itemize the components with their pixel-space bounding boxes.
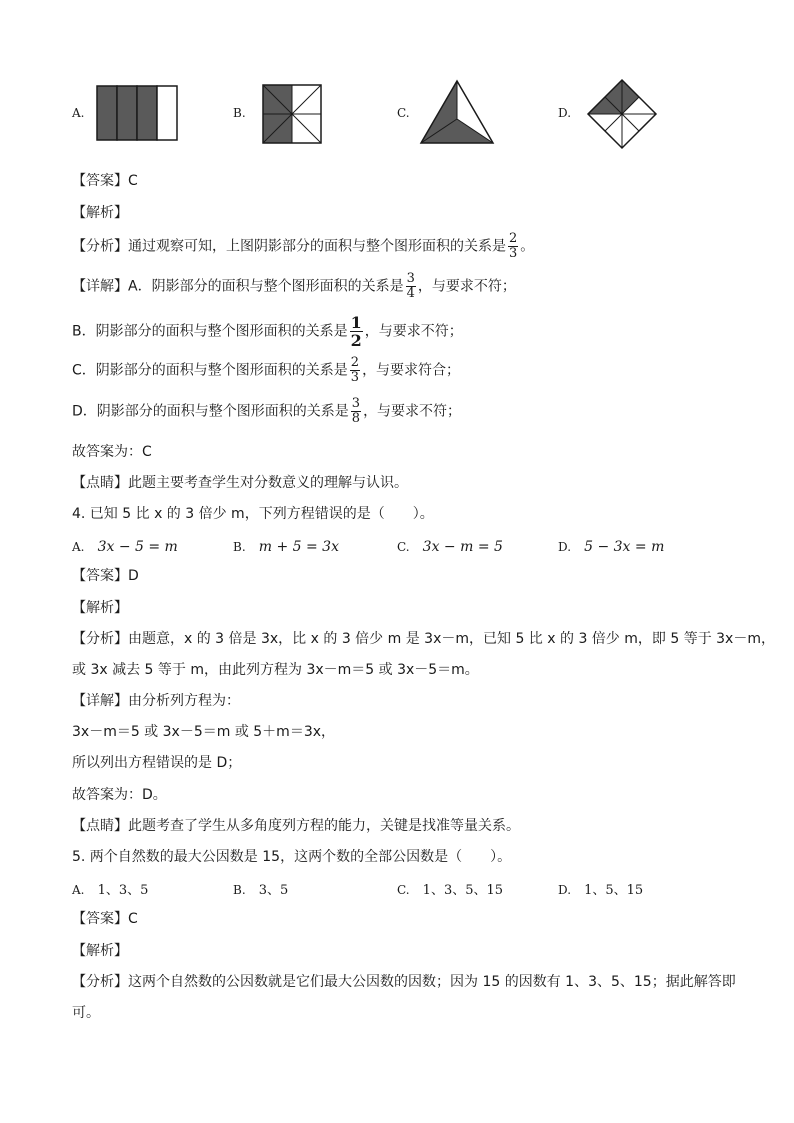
option-a-label: A.	[72, 106, 85, 120]
fraction: $\frac{3}{8}$	[351, 396, 361, 426]
q5-option-c: C. 1、3、5、15	[397, 883, 504, 898]
q3-answer: 【答案】C	[72, 173, 138, 189]
q3-detail-d: D．阴影部分的面积与整个图形面积的关系是 $\frac{3}{8}$ ，与要求不符；	[72, 396, 462, 426]
fraction: $\frac{2}{3}$	[509, 231, 518, 261]
q5-option-b: B. 3、5	[233, 883, 289, 898]
fraction: $\frac{1}{2}$	[350, 313, 362, 350]
q5-fenxi-line2: 可。	[72, 1005, 100, 1021]
q4-option-c: C. 3x − m = 5	[397, 539, 503, 555]
q3-dianjing: 【点睛】此题主要考查学生对分数意义的理解与认识。	[72, 475, 408, 491]
fraction: $\frac{3}{4}$	[406, 271, 415, 301]
q3-fenxi: 【分析】通过观察可知，上图阴影部分的面积与整个图形面积的关系是 $\frac{2}{3}$ 。	[72, 231, 535, 261]
q3-xiangjie-a: 【详解】A．阴影部分的面积与整个图形面积的关系是 $\frac{3}{4}$ ，与要求不符；	[72, 271, 516, 301]
q4-option-d: D. 5 − 3x = m	[558, 539, 665, 555]
q5-question: 5. 两个自然数的最大公因数是 15，这两个数的全部公因数是（ ）。	[72, 849, 512, 865]
figure-a-rectangle	[96, 85, 178, 141]
figure-c-triangle	[419, 79, 495, 145]
q3-conclusion: 故答案为：C	[72, 444, 152, 460]
q3-detail-b: B．阴影部分的面积与整个图形面积的关系是 $\frac{1}{2}$ ，与要求不符；	[72, 313, 463, 350]
q4-question: 4. 已知 5 比 x 的 3 倍少 m，下列方程错误的是（ ）。	[72, 506, 434, 522]
q4-fenxi-line1: 【分析】由题意，x 的 3 倍是 3x，比 x 的 3 倍少 m 是 3x－m，已知 5 比 x 的 3 倍少 m，即 5 等于 3x－m，	[72, 631, 775, 647]
q5-option-a: A. 1、3、5	[72, 883, 149, 898]
fraction: $\frac{2}{3}$	[350, 355, 360, 385]
option-b-label: B.	[233, 106, 246, 120]
q3-analysis-title: 【解析】	[72, 205, 128, 221]
q4-xiangjie-line1: 【详解】由分析列方程为：	[72, 693, 240, 709]
figure-a-shaded-part	[117, 86, 137, 140]
figure-d-shaded-part	[622, 80, 639, 114]
q4-xiangjie-line3: 所以列出方程错误的是 D；	[72, 755, 242, 771]
q4-option-b: B. m + 5 = 3x	[233, 539, 339, 555]
q5-option-d: D. 1、5、15	[558, 883, 644, 898]
q4-analysis-title: 【解析】	[72, 600, 128, 616]
q3-detail-c: C．阴影部分的面积与整个图形面积的关系是 $\frac{2}{3}$ ，与要求符合；	[72, 355, 461, 385]
q4-xiangjie-line2: 3x－m＝5 或 3x－5＝m 或 5＋m＝3x，	[72, 724, 336, 740]
q4-option-a: A. 3x − 5 = m	[72, 539, 178, 555]
figure-a-shaded-part	[97, 86, 117, 140]
figure-d-diamond	[586, 78, 658, 150]
q5-fenxi-line1: 【分析】这两个自然数的公因数就是它们最大公因数的因数；因为 15 的因数有 1、3、5、15；据此解答即	[72, 974, 736, 990]
figure-a-shaded-part	[137, 86, 157, 140]
q4-dianjing: 【点睛】此题考查了学生从多角度列方程的能力，关键是找准等量关系。	[72, 818, 520, 834]
option-c-label: C.	[397, 106, 410, 120]
q5-analysis-title: 【解析】	[72, 943, 128, 959]
q4-conclusion: 故答案为：D。	[72, 787, 167, 803]
option-d-label: D.	[558, 106, 572, 120]
q4-answer: 【答案】D	[72, 568, 139, 584]
figure-a-blank-part	[157, 86, 177, 140]
q5-answer: 【答案】C	[72, 911, 138, 927]
q4-fenxi-line2: 或 3x 减去 5 等于 m，由此列方程为 3x－m＝5 或 3x－5＝m。	[72, 662, 479, 678]
figure-b-square	[262, 84, 322, 144]
